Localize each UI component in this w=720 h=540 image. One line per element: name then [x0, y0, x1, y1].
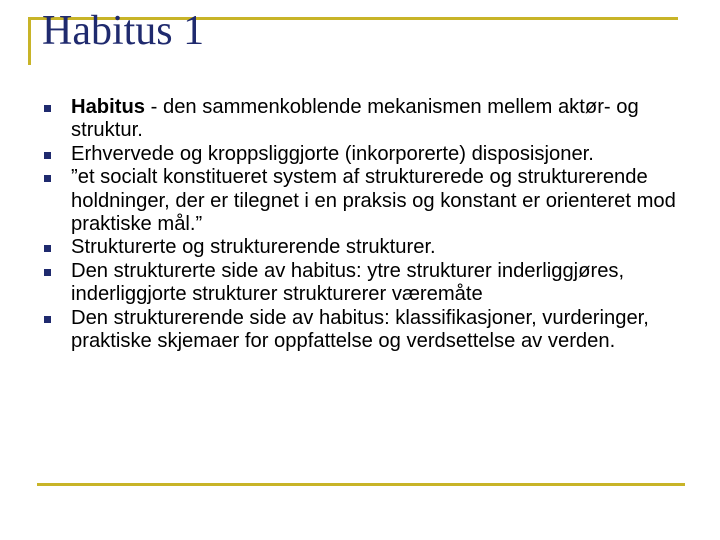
bullet-item-5 — [42, 260, 682, 307]
bullet-list — [42, 96, 682, 353]
square-bullet-icon — [44, 152, 51, 159]
bullet-item-6 — [42, 307, 682, 354]
square-bullet-icon — [44, 245, 51, 252]
bullet-text: Erhvervede og kroppsliggjorte (inkorporerte) disposisjoner. — [71, 142, 594, 165]
title-rule-left — [28, 17, 31, 65]
bullet-text: Strukturerte og strukturerende strukturer. — [71, 236, 436, 259]
slide-title: Habitus 1 — [42, 8, 205, 54]
square-bullet-icon — [44, 269, 51, 276]
bullet-text: Den strukturerende side av habitus: klassifikasjoner, vurderinger, praktiske skjemaer for oppfattelse og verdsettelse av verden. — [71, 306, 649, 353]
bullet-item-2 — [42, 143, 682, 166]
bullet-text: - den sammenkoblende mekanismen mellem aktør- og struktur. — [71, 96, 639, 142]
bullet-text: Den strukturerte side av habitus: ytre strukturer inderliggjøres, inderliggjorte strukturer strukturerer væremåte — [71, 259, 625, 306]
bullet-item-3 — [42, 166, 682, 236]
bullet-text: ”et socialt konstitueret system af strukturerede og strukturerende holdninger, der er tilegnet i en praksis og konstant er orienteret mod praktiske mål.” — [71, 166, 676, 236]
footer-rule — [37, 483, 685, 486]
bullet-lead: Habitus — [71, 96, 146, 118]
bullet-item-4 — [42, 236, 682, 259]
square-bullet-icon — [44, 175, 51, 182]
square-bullet-icon — [44, 316, 51, 323]
bullet-item-1 — [42, 96, 682, 143]
square-bullet-icon — [44, 105, 51, 112]
